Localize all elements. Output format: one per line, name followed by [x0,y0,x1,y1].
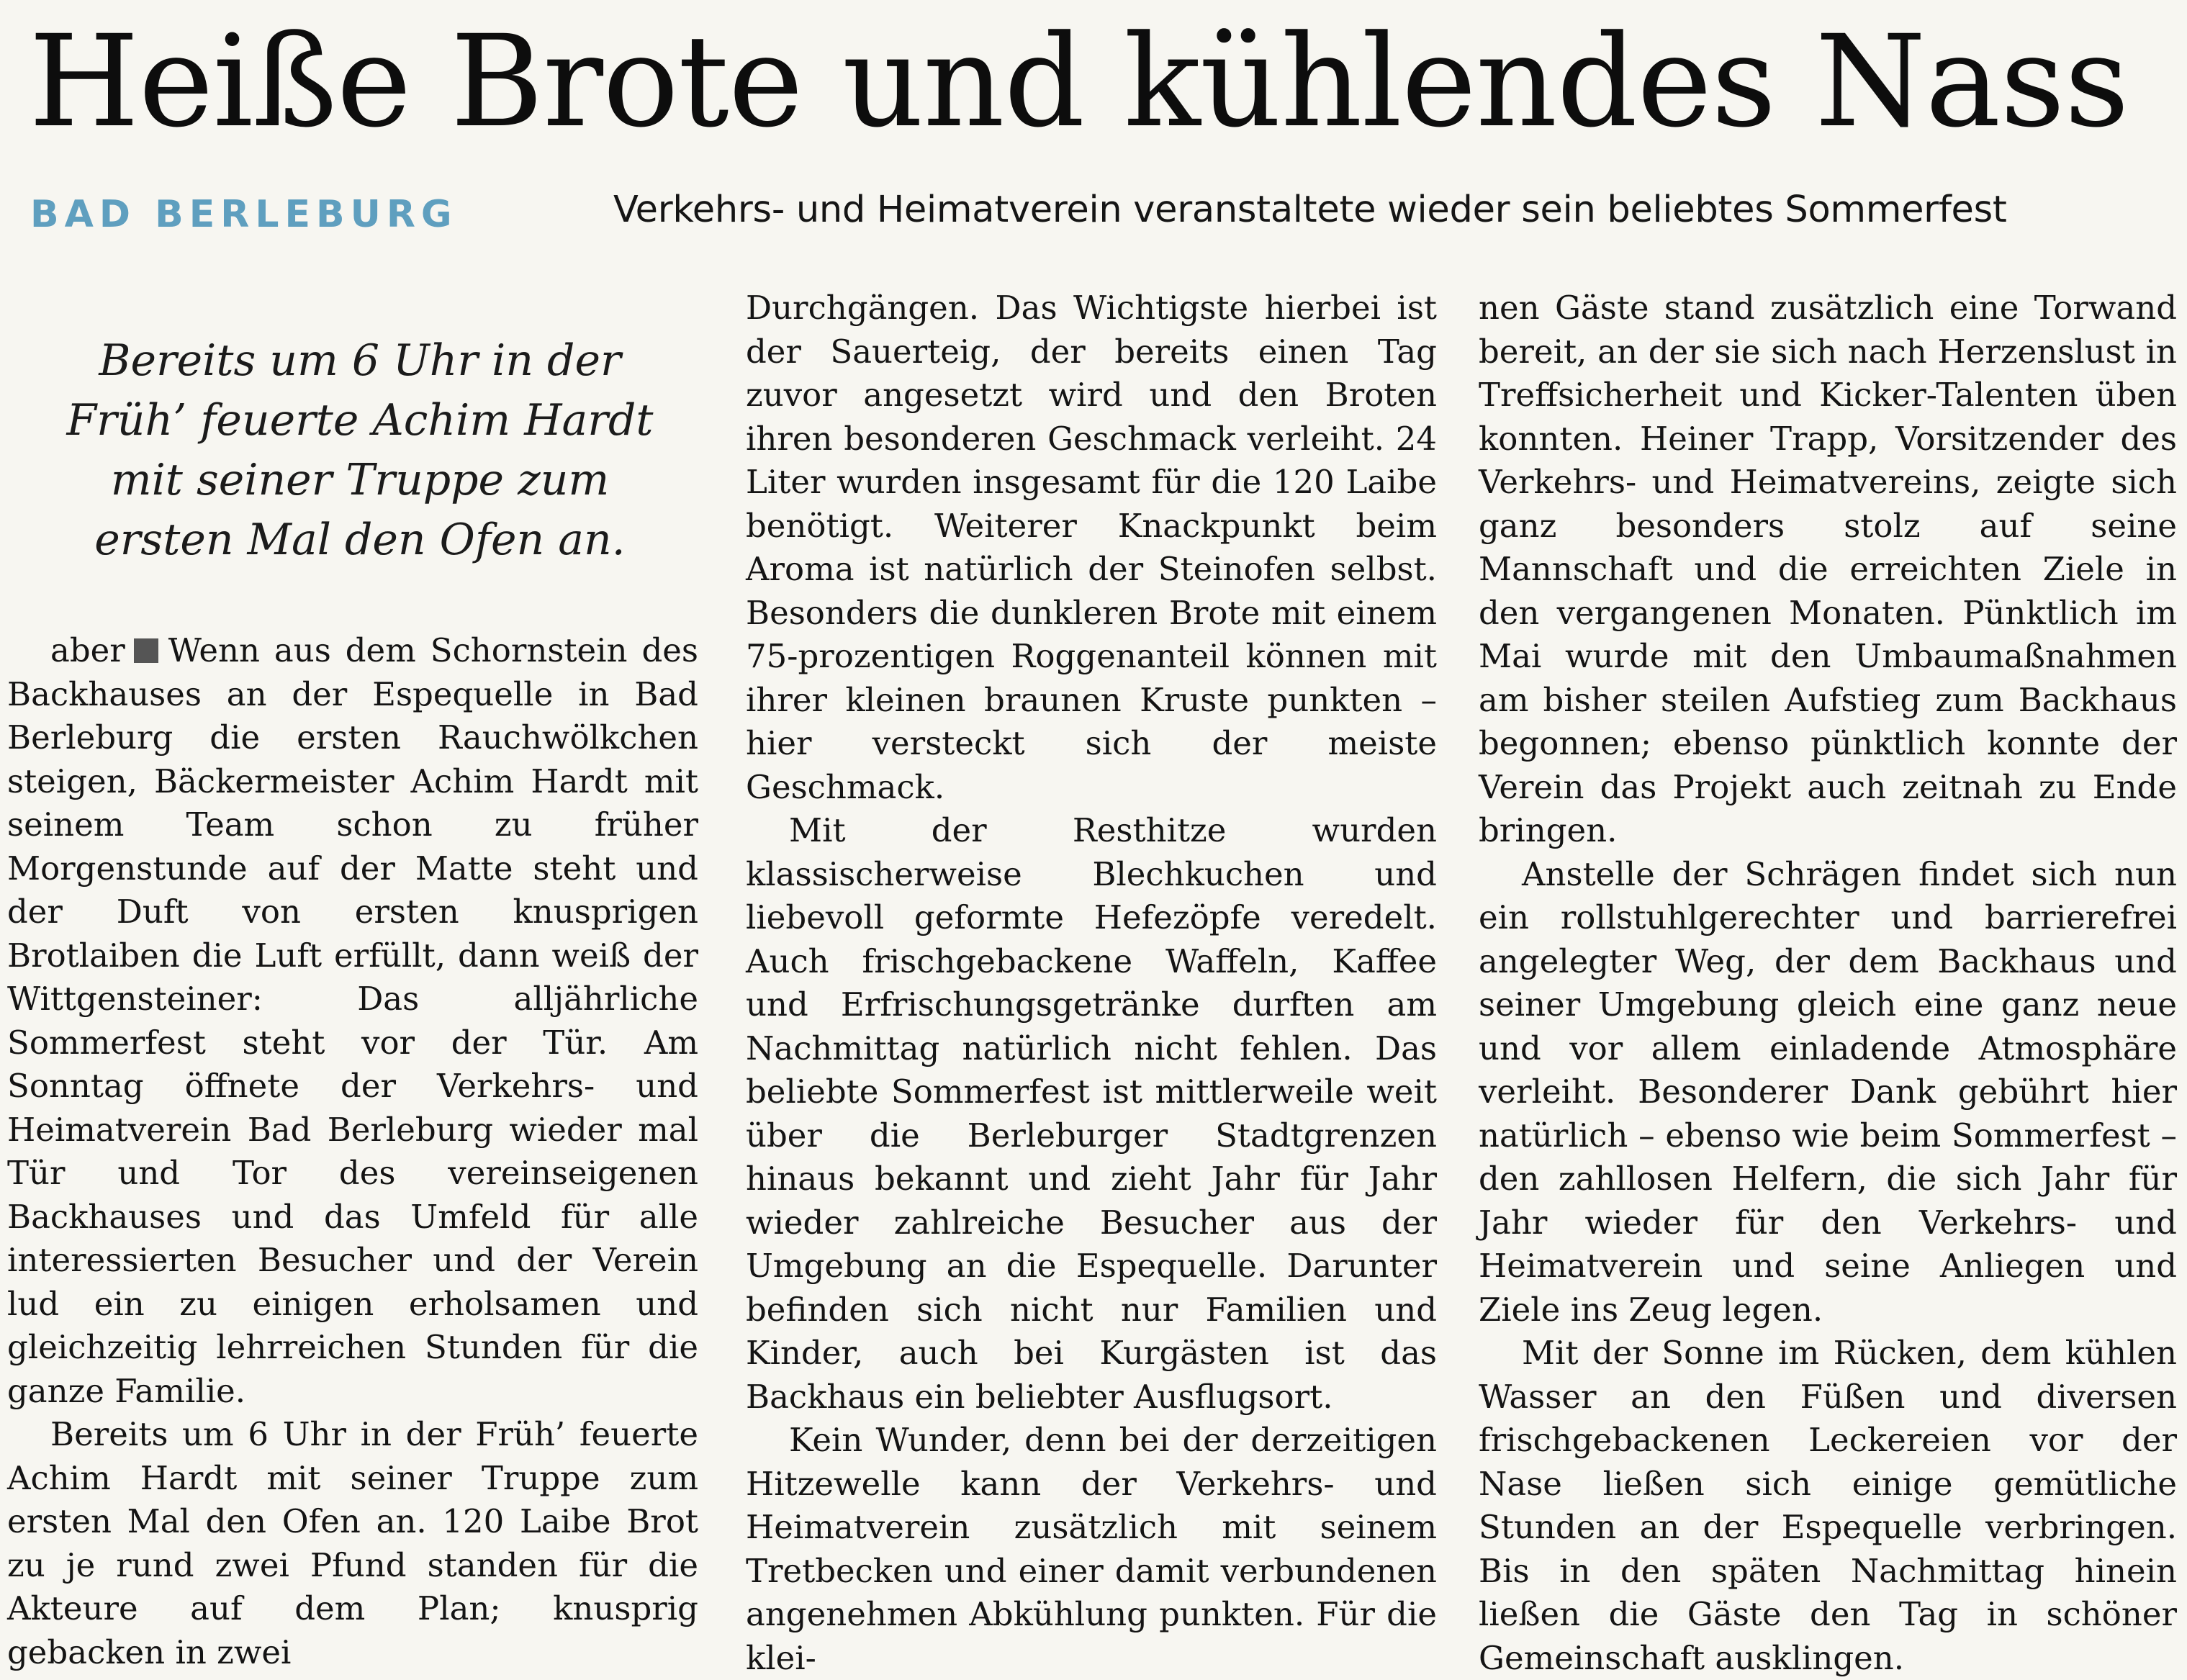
paragraph: Anstelle der Schrägen findet sich nun ein rollstuhlgerechter und barrierefrei angelegter Weg, der dem Backhaus und seiner Umgebung gleich eine ganz neue und vor allem einladende Atmosphäre verleiht. Besonderer Dank gebührt hier natürlich – ebenso wie beim Sommerfest – den zahllosen Helfern, die sich Jahr für Jahr wieder für den Verkehrs- und Heimatverein und seine Anliegen und Ziele ins Zeug legen. [1479,854,2177,1329]
column-1-body [7,629,698,1674]
article-column-3 [1479,286,2177,1680]
paragraph: Mit der Resthitze wurden klassischerweise Blechkuchen und liebevoll geformte Hefezöpfe veredelt. Auch frischgebackene Waffeln, Kaffee und Erfrischungsgetränke durften am Nachmittag natürlich nicht fehlen. Das beliebte Sommerfest ist mittlerweile weit über die Berleburger Stadtgrenzen hinaus bekannt und zieht Jahr für Jahr wieder zahlreiche Besucher aus der Umgebung an die Espequelle. Darunter befinden sich nicht nur Familien und Kinder, auch bei Kurgästen ist das Backhaus ein beliebter Ausflugsort. [746,811,1437,1416]
dateline: BAD BERLEBURG [30,193,458,236]
pull-quote: Bereits um 6 Uhr in der Früh’ feuerte Achim Hardt mit seiner Truppe zum ersten Mal den Ofen an. [66,335,654,565]
paragraph: Mit der Sonne im Rücken, dem kühlen Wasser an den Füßen und diversen frischgebackenen Leckereien vor der Nase ließen sich einige gemütliche Stunden an der Espequelle verbringen. Bis in den späten Nachmittag hinein ließen die Gäste den Tag in schöner Gemeinschaft ausklingen. [1479,1334,2177,1677]
paragraph-text: Wenn aus dem Schornstein des Backhauses an der Espequelle in Bad Berleburg die ersten Rauchwölkchen steigen, Bäckermeister Achim Hardt mit seinem Team schon zu früher Morgenstunde auf der Matte steht und der Duft von ersten knusprigen Brotlaiben die Luft erfüllt, dann weiß der Wittgensteiner: Das alljährliche Sommerfest steht vor der Tür. Am Sonntag öffnete der Verkehrs- und Heimatverein Bad Berleburg wieder mal Tür und Tor des vereinseigenen Backhauses und das Umfeld für alle interessierten Besucher und der Verein lud ein zu einigen erholsamen und gleichzeitig lehrreichen Stunden für die ganze Familie. [7,631,698,1410]
paragraph: nen Gäste stand zusätzlich eine Torwand bereit, an der sie sich nach Herzenslust in Treffsicherheit und Kicker-Talenten üben konnten. Heiner Trapp, Vorsitzender des Verkehrs- und Heimatvereins, zeigte sich ganz besonders stolz auf seine Mannschaft und die erreichten Ziele in den vergangenen Monaten. Pünktlich im Mai wurde mit den Umbaumaßnahmen am bisher steilen Aufstieg zum Backhaus begonnen; ebenso pünktlich konnte der Verein das Projekt auch zeitnah zu Ende bringen. [1479,289,2177,849]
paragraph [7,629,698,1413]
section-marker-icon [134,638,158,663]
paragraph: Kein Wunder, denn bei der derzeitigen Hitzewelle kann der Verkehrs- und Heimatverein zusätzlich mit seinem Tretbecken und einer damit verbundenen angenehmen Abkühlung punkten. Für die klei- [746,1421,1437,1677]
paragraph: Bereits um 6 Uhr in der Früh’ feuerte Achim Hardt mit seiner Truppe zum ersten Mal den Ofen an. 120 Laibe Brot zu je rund zwei Pfund standen für die Akteure auf dem Plan; knusprig gebacken in zwei [7,1415,698,1671]
paragraph: Durchgängen. Das Wichtigste hierbei ist der Sauerteig, der bereits einen Tag zuvor angesetzt wird und den Broten ihren besonderen Geschmack verleiht. 24 Liter wurden insgesamt für die 120 Laibe benötigt. Weiterer Knackpunkt beim Aroma ist natürlich der Steinofen selbst. Besonders die dunkleren Brote mit einem 75-prozentigen Roggenanteil können mit ihrer kleinen braunen Kruste punkten – hier versteckt sich der meiste Geschmack. [746,289,1437,806]
article-column-2 [746,286,1437,1680]
headline: Heiße Brote und kühlendes Nass [29,8,2129,155]
lead-word: aber [50,631,125,669]
subheadline: Verkehrs- und Heimatverein veranstaltete wieder sein beliebtes Sommerfest [613,189,2007,231]
